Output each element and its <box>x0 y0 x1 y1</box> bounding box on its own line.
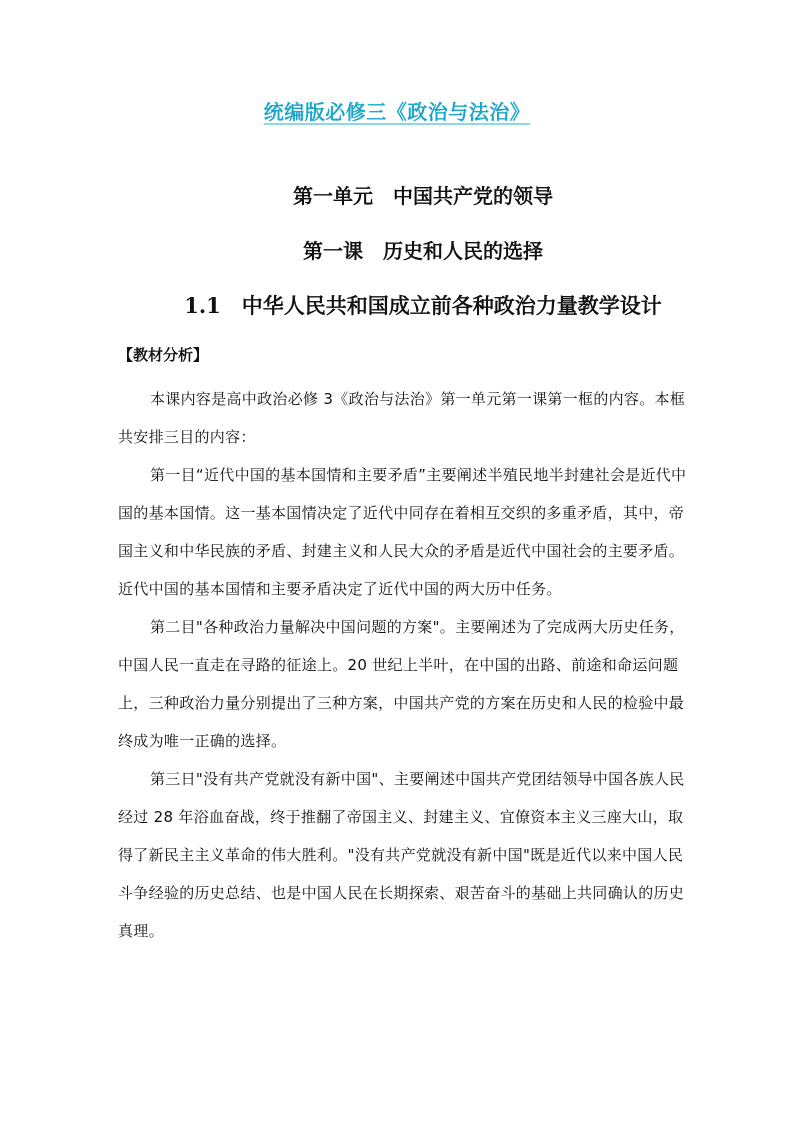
lesson-title: 第一课 历史和人民的选择 <box>303 239 543 263</box>
material-analysis-label: 【教材分析】 <box>118 346 209 364</box>
body-text <box>118 380 690 950</box>
paragraph-item-1: 第一目“近代中国的基本国情和主要矛盾”主要阐述半殖民地半封建社会是近代中国的基本国情。这一基本国情决定了近代中同存在着相互交织的多重矛盾，其中，帝国主义和中华民族的矛盾、封建主义和人民大众的矛盾是近代中国社会的主要矛盾。近代中国的基本国情和主要矛盾决定了近代中国的两大历中任务。 <box>118 466 687 598</box>
unit-title: 第一单元 中国共产党的领导 <box>293 184 553 208</box>
paragraph-intro: 本课内容是高中政治必修 3《政治与法治》第一单元第一课第一框的内容。本框共安排三目的内容： <box>118 390 686 446</box>
section-title: 1.1 中华人民共和国成立前各种政治力量教学设计 <box>184 293 662 318</box>
banner-title <box>0 96 794 125</box>
banner-title-text: 统编版必修三《政治与法治》 <box>263 100 531 124</box>
paragraph-item-3: 第三日"没有共产党就没有新中国"、主要阐述中国共产党团结领导中国各族人民经过 28 年浴血奋战，终于推翻了帝国主义、封建主义、宜僚资本主义三座大山，取得了新民主主义革命的伟大胜利。"没有共产党就没有新中国"既是近代以来中国人民斗争经验的历史总结、也是中国人民在长期探索、艰苦奋斗的基础上共同确认的历史真理。 <box>118 770 685 940</box>
paragraph-item-2: 第二目"各种政治力量解决中国问题的方案"。主要阐述为了完成两大历史任务，中国人民一直走在寻路的征途上。20 世纪上半叶，在中国的出路、前途和命运问题上，三种政治力量分别提出了三种方案，中国共产党的方案在历史和人民的检验中最终成为唯一正确的选择。 <box>118 618 685 750</box>
